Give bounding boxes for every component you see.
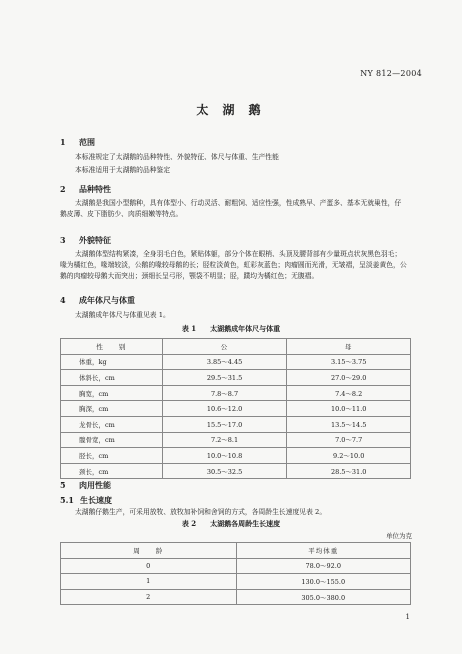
header-cell: 性 别 bbox=[61, 339, 163, 355]
table-1-caption bbox=[0, 324, 462, 334]
table-row bbox=[61, 558, 411, 574]
male-value: 30.5～32.5 bbox=[162, 463, 287, 479]
female-value: 28.5～31.0 bbox=[287, 463, 411, 479]
row-label: 胸深，cm bbox=[61, 401, 163, 417]
section-5-heading bbox=[60, 480, 111, 491]
table-2-unit: 单位为克 bbox=[386, 532, 412, 540]
female-value: 9.2～10.0 bbox=[287, 448, 411, 464]
table-row bbox=[61, 463, 411, 479]
section-number: 5 bbox=[60, 480, 66, 490]
section-4-heading bbox=[60, 295, 135, 306]
weight-cell: 130.0～155.0 bbox=[236, 574, 411, 590]
weight-cell: 78.0～92.0 bbox=[236, 558, 411, 574]
section-1-paragraph-1: 本标准规定了太湖鹅的品种特性、外貌特征、体尺与体重、生产性能 bbox=[75, 153, 279, 161]
female-value: 27.0～29.0 bbox=[287, 370, 411, 386]
section-2-paragraph: 太湖鹅是我国小型鹅种，具有体型小、行动灵活、耐粗饲、适应性强，性成熟早、产蛋多、基本无就巢性，仔鹅皮薄、皮下脂肪少、肉质细嫩等特点。 bbox=[60, 199, 402, 218]
row-label: 胫长，cm bbox=[61, 448, 163, 464]
female-value: 7.0～7.7 bbox=[287, 432, 411, 448]
male-value: 10.6～12.0 bbox=[162, 401, 287, 417]
section-3-paragraph: 太湖鹅体型结构紧凑，全身羽毛白色，紧贴体躯，部分个体在眼梢、头顶及腰背部有少量斑点状灰黑色羽毛；喙为橘红色，喙端较淡，公鹅的喙较母鹅的长；胫粒淡黄色，虹彩灰蓝色；肉瘤圆而光滑，无皱褶，呈淡姜黄色，公鹅的肉瘤较母鹅大而突出；颈细长呈弓形，颚袋不明显；胫，蹼均为橘红色；无腹褶。 bbox=[60, 250, 407, 280]
table-row bbox=[61, 574, 411, 590]
row-label: 胸宽，cm bbox=[61, 385, 163, 401]
male-value: 29.5～31.5 bbox=[162, 370, 287, 386]
section-number: 1 bbox=[60, 137, 66, 147]
standard-code: NY 812—2004 bbox=[360, 69, 422, 78]
female-value: 10.0～11.0 bbox=[287, 401, 411, 417]
table-header-row bbox=[61, 543, 411, 559]
section-title: 品种特性 bbox=[79, 184, 111, 194]
document-title: 太 湖 鹅 bbox=[196, 103, 266, 117]
female-value: 13.5～14.5 bbox=[287, 416, 411, 432]
table-2-caption-text: 太湖鹅各周龄生长速度 bbox=[210, 519, 281, 528]
table-header-row bbox=[61, 339, 411, 355]
week-cell: 0 bbox=[61, 558, 237, 574]
section-number: 4 bbox=[60, 295, 66, 305]
section-3-heading bbox=[60, 235, 111, 246]
table-row bbox=[61, 432, 411, 448]
row-label: 髋骨宽，cm bbox=[61, 432, 163, 448]
table-2-caption-label: 表 2 bbox=[181, 519, 197, 528]
table-1-caption-text: 太湖鹅成年体尺与体重 bbox=[210, 324, 281, 333]
table-1-caption-label: 表 1 bbox=[181, 324, 197, 333]
row-label: 体重，kg bbox=[61, 354, 163, 370]
male-value: 3.85～4.45 bbox=[162, 354, 287, 370]
section-number: 3 bbox=[60, 235, 66, 245]
table-row bbox=[61, 589, 411, 605]
page-number: 1 bbox=[405, 613, 410, 621]
section-1-heading bbox=[60, 137, 95, 148]
section-number: 2 bbox=[60, 184, 66, 194]
table-2-caption bbox=[0, 519, 462, 529]
section-title: 外貌特征 bbox=[79, 235, 111, 245]
header-cell: 周 龄 bbox=[61, 543, 237, 559]
section-title: 范围 bbox=[79, 137, 95, 147]
male-value: 7.2～8.1 bbox=[162, 432, 287, 448]
header-cell: 平均体重 bbox=[236, 543, 411, 559]
weight-cell: 305.0～380.0 bbox=[236, 589, 411, 605]
section-number: 5.1 bbox=[60, 495, 74, 505]
female-value: 3.15～3.75 bbox=[287, 354, 411, 370]
table-row bbox=[61, 354, 411, 370]
week-cell: 2 bbox=[61, 589, 237, 605]
section-1-paragraph-2: 本标准适用于太湖鹅的品种鉴定 bbox=[75, 166, 171, 174]
section-title: 成年体尺与体重 bbox=[79, 295, 135, 305]
table-1 bbox=[60, 338, 411, 479]
male-value: 15.5～17.0 bbox=[162, 416, 287, 432]
female-value: 7.4～8.2 bbox=[287, 385, 411, 401]
section-title: 肉用性能 bbox=[79, 480, 111, 490]
section-5-1-heading bbox=[60, 495, 112, 506]
section-title: 生长速度 bbox=[80, 495, 112, 505]
table-row bbox=[61, 385, 411, 401]
row-label: 体斜长，cm bbox=[61, 370, 163, 386]
table-row bbox=[61, 401, 411, 417]
section-2-heading bbox=[60, 184, 111, 195]
section-4-paragraph: 太湖鹅成年体尺与体重见表 1。 bbox=[75, 311, 170, 319]
male-value: 7.8～8.7 bbox=[162, 385, 287, 401]
male-value: 10.0～10.8 bbox=[162, 448, 287, 464]
section-5-1-paragraph: 太湖鹅仔鹅生产，可采用放牧、放牧加补饲和舍饲的方式，各周龄生长速度见表 2。 bbox=[75, 508, 327, 516]
row-label: 颈长，cm bbox=[61, 463, 163, 479]
header-cell: 公 bbox=[162, 339, 287, 355]
table-row bbox=[61, 448, 411, 464]
week-cell: 1 bbox=[61, 574, 237, 590]
table-row bbox=[61, 370, 411, 386]
row-label: 龙骨长，cm bbox=[61, 416, 163, 432]
table-2 bbox=[60, 542, 411, 605]
header-cell: 母 bbox=[287, 339, 411, 355]
table-row bbox=[61, 416, 411, 432]
